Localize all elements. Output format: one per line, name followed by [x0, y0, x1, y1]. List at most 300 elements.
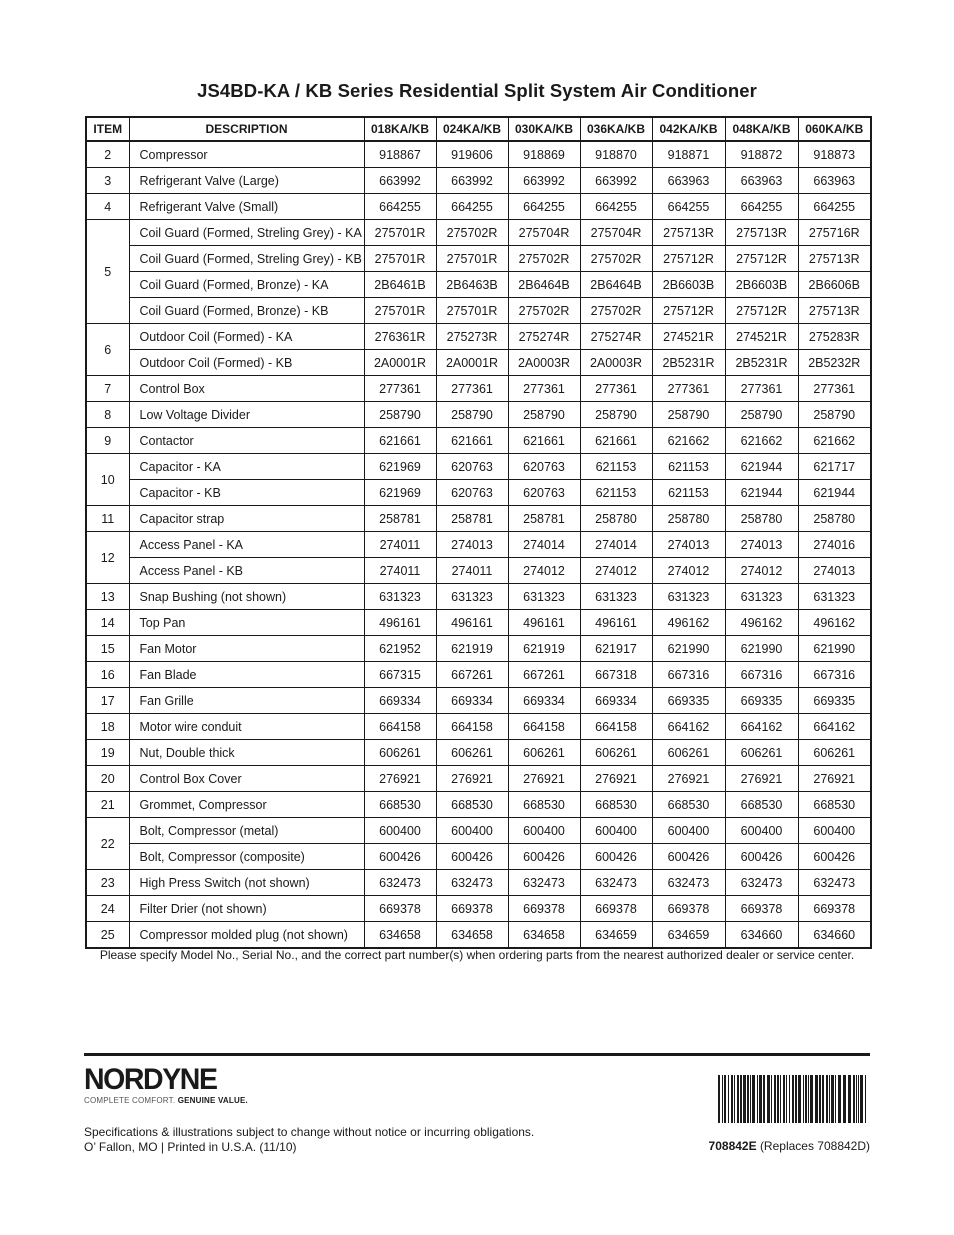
part-number-cell: 275702R: [580, 246, 652, 272]
part-number-cell: 621919: [436, 636, 508, 662]
brand-tagline: [84, 1096, 248, 1105]
part-number-cell: 600426: [508, 844, 580, 870]
table-row: [86, 844, 871, 870]
table-row: [86, 194, 871, 220]
part-number-cell: 669378: [725, 896, 798, 922]
header-model: 060KA/KB: [798, 117, 871, 141]
part-number-cell: 276361R: [364, 324, 436, 350]
part-number-cell: 600426: [580, 844, 652, 870]
item-number-cell: 12: [86, 532, 129, 584]
part-number-cell: 664255: [508, 194, 580, 220]
part-number-cell: 634660: [798, 922, 871, 949]
item-number-cell: 3: [86, 168, 129, 194]
part-number-cell: 606261: [508, 740, 580, 766]
part-number-cell: 919606: [436, 141, 508, 168]
part-number-cell: 669335: [798, 688, 871, 714]
part-number-cell: 663992: [364, 168, 436, 194]
part-number-cell: 634660: [725, 922, 798, 949]
disclaimer-line: O’ Fallon, MO | Printed in U.S.A. (11/10): [84, 1140, 297, 1154]
part-number-cell: 275712R: [725, 246, 798, 272]
part-number-cell: 664162: [725, 714, 798, 740]
doc-number: 708842E: [708, 1139, 757, 1153]
part-number-cell: 664158: [508, 714, 580, 740]
table-row: [86, 610, 871, 636]
part-number-cell: 275283R: [798, 324, 871, 350]
part-number-cell: 667316: [725, 662, 798, 688]
part-number-cell: 621153: [580, 454, 652, 480]
part-number-cell: 632473: [798, 870, 871, 896]
part-number-cell: 664255: [798, 194, 871, 220]
item-number-cell: 19: [86, 740, 129, 766]
page-title: JS4BD-KA / KB Series Residential Split System Air Conditioner: [197, 80, 757, 101]
part-number-cell: 276921: [508, 766, 580, 792]
header-model: 018KA/KB: [364, 117, 436, 141]
part-number-cell: 634658: [436, 922, 508, 949]
part-number-cell: 2B5231R: [725, 350, 798, 376]
table-row: [86, 584, 871, 610]
table-row: [86, 766, 871, 792]
description-cell: Nut, Double thick: [129, 740, 364, 766]
part-number-cell: 600426: [652, 844, 725, 870]
part-number-cell: 275701R: [364, 298, 436, 324]
part-number-cell: 632473: [652, 870, 725, 896]
item-number-cell: 24: [86, 896, 129, 922]
part-number-cell: 621662: [725, 428, 798, 454]
part-number-cell: 2A0001R: [436, 350, 508, 376]
disclaimer-line: Specifications & illustrations subject to change without notice or incurring obligations.: [84, 1125, 535, 1139]
table-row: [86, 662, 871, 688]
part-number-cell: 258780: [652, 506, 725, 532]
part-number-cell: 2B6603B: [652, 272, 725, 298]
header-description: DESCRIPTION: [129, 117, 364, 141]
item-number-cell: 16: [86, 662, 129, 688]
table-row: [86, 870, 871, 896]
part-number-cell: 621153: [652, 454, 725, 480]
part-number-cell: 663963: [798, 168, 871, 194]
table-row: [86, 714, 871, 740]
part-number-cell: 621662: [652, 428, 725, 454]
part-number-cell: 918870: [580, 141, 652, 168]
table-row: [86, 350, 871, 376]
table-row: [86, 298, 871, 324]
footer-divider: [84, 1053, 870, 1056]
item-number-cell: 22: [86, 818, 129, 870]
part-number-cell: 663963: [652, 168, 725, 194]
item-number-cell: 20: [86, 766, 129, 792]
part-number-cell: 664158: [580, 714, 652, 740]
part-number-cell: 275702R: [508, 246, 580, 272]
part-number-cell: 621153: [580, 480, 652, 506]
part-number-cell: 276921: [580, 766, 652, 792]
part-number-cell: 621944: [725, 454, 798, 480]
part-number-cell: 664158: [364, 714, 436, 740]
part-number-cell: 2B5231R: [652, 350, 725, 376]
part-number-cell: 275704R: [580, 220, 652, 246]
item-number-cell: 9: [86, 428, 129, 454]
description-cell: Capacitor - KB: [129, 480, 364, 506]
part-number-cell: 606261: [798, 740, 871, 766]
part-number-cell: 620763: [436, 454, 508, 480]
part-number-cell: 631323: [798, 584, 871, 610]
part-number-cell: 669334: [580, 688, 652, 714]
part-number-cell: 632473: [436, 870, 508, 896]
part-number-cell: 669378: [436, 896, 508, 922]
part-number-cell: 2A0003R: [580, 350, 652, 376]
item-number-cell: 15: [86, 636, 129, 662]
part-number-cell: 275701R: [364, 220, 436, 246]
part-number-cell: 274013: [436, 532, 508, 558]
part-number-cell: 274012: [508, 558, 580, 584]
table-row: [86, 506, 871, 532]
part-number-cell: 275712R: [725, 298, 798, 324]
part-number-cell: 620763: [508, 480, 580, 506]
part-number-cell: 600400: [652, 818, 725, 844]
part-number-cell: 668530: [798, 792, 871, 818]
part-number-cell: 918873: [798, 141, 871, 168]
part-number-cell: 275701R: [436, 246, 508, 272]
item-number-cell: 13: [86, 584, 129, 610]
table-row: [86, 428, 871, 454]
part-number-cell: 276921: [798, 766, 871, 792]
part-number-cell: 669334: [364, 688, 436, 714]
table-row: [86, 688, 871, 714]
part-number-cell: 258780: [798, 506, 871, 532]
description-cell: Control Box Cover: [129, 766, 364, 792]
table-row: [86, 922, 871, 949]
table-row: [86, 636, 871, 662]
description-cell: Bolt, Compressor (composite): [129, 844, 364, 870]
part-number-cell: 274013: [725, 532, 798, 558]
part-number-cell: 663992: [436, 168, 508, 194]
part-number-cell: 258790: [798, 402, 871, 428]
part-number-cell: 631323: [580, 584, 652, 610]
description-cell: Outdoor Coil (Formed) - KB: [129, 350, 364, 376]
description-cell: Top Pan: [129, 610, 364, 636]
description-cell: Refrigerant Valve (Large): [129, 168, 364, 194]
part-number-cell: 258790: [725, 402, 798, 428]
part-number-cell: 274016: [798, 532, 871, 558]
part-number-cell: 600426: [364, 844, 436, 870]
description-cell: Bolt, Compressor (metal): [129, 818, 364, 844]
item-number-cell: 25: [86, 922, 129, 949]
table-row: [86, 740, 871, 766]
part-number-cell: 275701R: [364, 246, 436, 272]
part-number-cell: 632473: [508, 870, 580, 896]
description-cell: Fan Motor: [129, 636, 364, 662]
item-number-cell: 6: [86, 324, 129, 376]
part-number-cell: 621661: [508, 428, 580, 454]
part-number-cell: 668530: [725, 792, 798, 818]
description-cell: Outdoor Coil (Formed) - KA: [129, 324, 364, 350]
part-number-cell: 274012: [580, 558, 652, 584]
part-number-cell: 634658: [364, 922, 436, 949]
part-number-cell: 600400: [798, 818, 871, 844]
part-number-cell: 606261: [364, 740, 436, 766]
part-number-cell: 258790: [652, 402, 725, 428]
part-number-cell: 631323: [436, 584, 508, 610]
tagline-plain: COMPLETE COMFORT.: [84, 1096, 176, 1105]
part-number-cell: 275712R: [652, 246, 725, 272]
table-row: [86, 246, 871, 272]
description-cell: Grommet, Compressor: [129, 792, 364, 818]
part-number-cell: 274011: [364, 558, 436, 584]
part-number-cell: 275274R: [508, 324, 580, 350]
part-number-cell: 669378: [508, 896, 580, 922]
part-number-cell: 621990: [725, 636, 798, 662]
part-number-cell: 621153: [652, 480, 725, 506]
description-cell: Contactor: [129, 428, 364, 454]
part-number-cell: 663992: [508, 168, 580, 194]
part-number-cell: 2A0003R: [508, 350, 580, 376]
part-number-cell: 918867: [364, 141, 436, 168]
part-number-cell: 275713R: [798, 298, 871, 324]
part-number-cell: 258790: [436, 402, 508, 428]
part-number-cell: 669334: [508, 688, 580, 714]
part-number-cell: 277361: [652, 376, 725, 402]
part-number-cell: 667261: [508, 662, 580, 688]
description-cell: Coil Guard (Formed, Bronze) - KA: [129, 272, 364, 298]
part-number-cell: 274012: [725, 558, 798, 584]
description-cell: Snap Bushing (not shown): [129, 584, 364, 610]
part-number-cell: 668530: [364, 792, 436, 818]
part-number-cell: 277361: [508, 376, 580, 402]
header-model: 024KA/KB: [436, 117, 508, 141]
description-cell: Refrigerant Valve (Small): [129, 194, 364, 220]
part-number-cell: 620763: [508, 454, 580, 480]
part-number-cell: 634658: [508, 922, 580, 949]
part-number-cell: 275273R: [436, 324, 508, 350]
header-model: 042KA/KB: [652, 117, 725, 141]
barcode-icon: [718, 1075, 868, 1123]
part-number-cell: 621661: [364, 428, 436, 454]
part-number-cell: 276921: [652, 766, 725, 792]
table-row: [86, 818, 871, 844]
item-number-cell: 7: [86, 376, 129, 402]
part-number-cell: 2B6464B: [508, 272, 580, 298]
part-number-cell: 277361: [364, 376, 436, 402]
part-number-cell: 496161: [436, 610, 508, 636]
part-number-cell: 258790: [508, 402, 580, 428]
part-number-cell: 631323: [652, 584, 725, 610]
item-number-cell: 18: [86, 714, 129, 740]
part-number-cell: 669334: [436, 688, 508, 714]
part-number-cell: 664255: [652, 194, 725, 220]
part-number-cell: 632473: [725, 870, 798, 896]
part-number-cell: 621969: [364, 480, 436, 506]
item-number-cell: 14: [86, 610, 129, 636]
part-number-cell: 277361: [436, 376, 508, 402]
description-cell: Filter Drier (not shown): [129, 896, 364, 922]
part-number-cell: 668530: [508, 792, 580, 818]
part-number-cell: 600400: [436, 818, 508, 844]
part-number-cell: 2B6461B: [364, 272, 436, 298]
item-number-cell: 17: [86, 688, 129, 714]
part-number-cell: 918871: [652, 141, 725, 168]
table-row: [86, 141, 871, 168]
part-number-cell: 274013: [652, 532, 725, 558]
item-number-cell: 4: [86, 194, 129, 220]
part-number-cell: 258780: [580, 506, 652, 532]
part-number-cell: 275716R: [798, 220, 871, 246]
part-number-cell: 632473: [364, 870, 436, 896]
part-number-cell: 600400: [364, 818, 436, 844]
item-number-cell: 8: [86, 402, 129, 428]
doc-replaces: (Replaces 708842D): [759, 1139, 870, 1153]
table-row: [86, 792, 871, 818]
table-row: [86, 272, 871, 298]
part-number-cell: 2B6606B: [798, 272, 871, 298]
part-number-cell: 621969: [364, 454, 436, 480]
part-number-cell: 275701R: [436, 298, 508, 324]
part-number-cell: 663963: [725, 168, 798, 194]
part-number-cell: 606261: [580, 740, 652, 766]
part-number-cell: 664162: [798, 714, 871, 740]
part-number-cell: 621662: [798, 428, 871, 454]
part-number-cell: 606261: [725, 740, 798, 766]
part-number-cell: 276921: [725, 766, 798, 792]
item-number-cell: 2: [86, 141, 129, 168]
part-number-cell: 274014: [580, 532, 652, 558]
part-number-cell: 277361: [798, 376, 871, 402]
description-cell: Compressor: [129, 141, 364, 168]
part-number-cell: 496162: [798, 610, 871, 636]
item-number-cell: 5: [86, 220, 129, 324]
part-number-cell: 275274R: [580, 324, 652, 350]
part-number-cell: 258781: [364, 506, 436, 532]
part-number-cell: 496161: [364, 610, 436, 636]
part-number-cell: 631323: [364, 584, 436, 610]
table-row: [86, 220, 871, 246]
part-number-cell: 2B5232R: [798, 350, 871, 376]
part-number-cell: 668530: [652, 792, 725, 818]
part-number-cell: 634659: [652, 922, 725, 949]
part-number-cell: 275713R: [798, 246, 871, 272]
part-number-cell: 600400: [508, 818, 580, 844]
part-number-cell: 631323: [508, 584, 580, 610]
part-number-cell: 2B6603B: [725, 272, 798, 298]
part-number-cell: 277361: [725, 376, 798, 402]
table-row: [86, 376, 871, 402]
part-number-cell: 277361: [580, 376, 652, 402]
part-number-cell: 668530: [436, 792, 508, 818]
part-number-cell: 667318: [580, 662, 652, 688]
description-cell: High Press Switch (not shown): [129, 870, 364, 896]
description-cell: Compressor molded plug (not shown): [129, 922, 364, 949]
part-number-cell: 275704R: [508, 220, 580, 246]
part-number-cell: 258780: [725, 506, 798, 532]
part-number-cell: 621944: [798, 480, 871, 506]
part-number-cell: 632473: [580, 870, 652, 896]
document-number: [709, 1139, 870, 1153]
table-row: [86, 454, 871, 480]
part-number-cell: 621661: [436, 428, 508, 454]
part-number-cell: 669378: [798, 896, 871, 922]
part-number-cell: 600426: [725, 844, 798, 870]
part-number-cell: 274013: [798, 558, 871, 584]
part-number-cell: 600400: [580, 818, 652, 844]
item-number-cell: 10: [86, 454, 129, 506]
part-number-cell: 664255: [364, 194, 436, 220]
part-number-cell: 621917: [580, 636, 652, 662]
part-number-cell: 275713R: [725, 220, 798, 246]
part-number-cell: 621661: [580, 428, 652, 454]
part-number-cell: 258790: [580, 402, 652, 428]
disclaimer: [84, 1125, 534, 1155]
part-number-cell: 274011: [364, 532, 436, 558]
part-number-cell: 274521R: [652, 324, 725, 350]
description-cell: Control Box: [129, 376, 364, 402]
part-number-cell: 668530: [580, 792, 652, 818]
description-cell: Motor wire conduit: [129, 714, 364, 740]
part-number-cell: 496161: [580, 610, 652, 636]
description-cell: Low Voltage Divider: [129, 402, 364, 428]
part-number-cell: 258781: [508, 506, 580, 532]
header-item: ITEM: [86, 117, 129, 141]
table-row: [86, 480, 871, 506]
description-cell: Fan Blade: [129, 662, 364, 688]
description-cell: Coil Guard (Formed, Bronze) - KB: [129, 298, 364, 324]
item-number-cell: 11: [86, 506, 129, 532]
part-number-cell: 631323: [725, 584, 798, 610]
part-number-cell: 634659: [580, 922, 652, 949]
part-number-cell: 2B6464B: [580, 272, 652, 298]
part-number-cell: 918872: [725, 141, 798, 168]
table-row: [86, 402, 871, 428]
part-number-cell: 274011: [436, 558, 508, 584]
tagline-bold: GENUINE VALUE.: [177, 1096, 248, 1105]
part-number-cell: 669378: [580, 896, 652, 922]
part-number-cell: 918869: [508, 141, 580, 168]
part-number-cell: 275702R: [580, 298, 652, 324]
part-number-cell: 496162: [652, 610, 725, 636]
table-row: [86, 324, 871, 350]
brand-logo: NORDYNE: [84, 1063, 217, 1096]
parts-table: [85, 116, 872, 949]
description-cell: Capacitor strap: [129, 506, 364, 532]
part-number-cell: 667316: [652, 662, 725, 688]
header-model: 036KA/KB: [580, 117, 652, 141]
table-row: [86, 168, 871, 194]
part-number-cell: 669335: [725, 688, 798, 714]
description-cell: Coil Guard (Formed, Streling Grey) - KB: [129, 246, 364, 272]
part-number-cell: 669378: [652, 896, 725, 922]
table-row: [86, 558, 871, 584]
table-row: [86, 896, 871, 922]
part-number-cell: 274012: [652, 558, 725, 584]
part-number-cell: 2A0001R: [364, 350, 436, 376]
description-cell: Capacitor - KA: [129, 454, 364, 480]
description-cell: Fan Grille: [129, 688, 364, 714]
part-number-cell: 621717: [798, 454, 871, 480]
part-number-cell: 258790: [364, 402, 436, 428]
part-number-cell: 496161: [508, 610, 580, 636]
part-number-cell: 621919: [508, 636, 580, 662]
part-number-cell: 663992: [580, 168, 652, 194]
item-number-cell: 21: [86, 792, 129, 818]
part-number-cell: 667315: [364, 662, 436, 688]
part-number-cell: 664255: [436, 194, 508, 220]
table-header-row: [86, 117, 871, 141]
part-number-cell: 621990: [652, 636, 725, 662]
part-number-cell: 667316: [798, 662, 871, 688]
part-number-cell: 600400: [725, 818, 798, 844]
part-number-cell: 275702R: [436, 220, 508, 246]
description-cell: Coil Guard (Formed, Streling Grey) - KA: [129, 220, 364, 246]
header-model: 048KA/KB: [725, 117, 798, 141]
part-number-cell: 276921: [364, 766, 436, 792]
part-number-cell: 621952: [364, 636, 436, 662]
part-number-cell: 621944: [725, 480, 798, 506]
